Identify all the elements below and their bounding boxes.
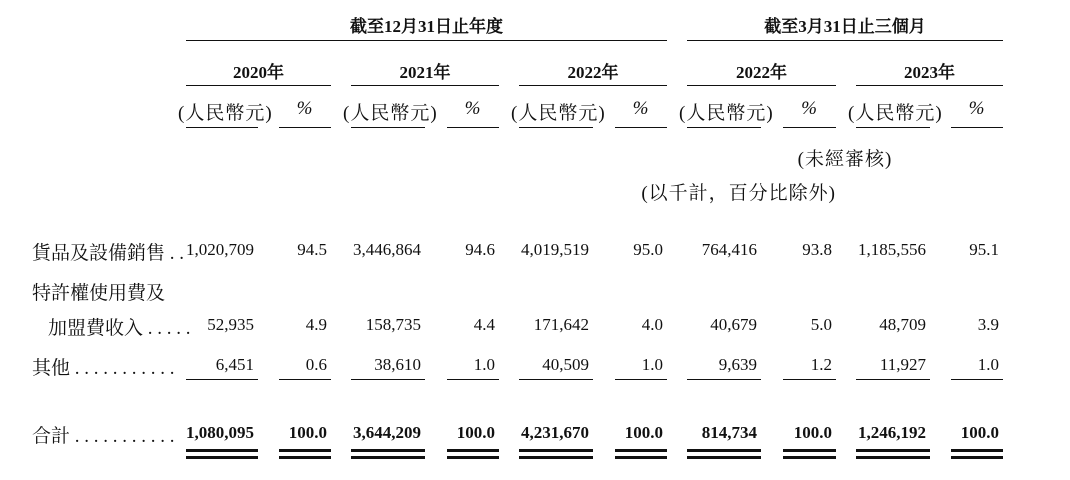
period-header-annual: 截至12月31日止年度 xyxy=(350,17,503,36)
total-double-rule xyxy=(519,449,593,452)
total-double-rule xyxy=(186,456,258,459)
total-label: 合計 . . . . . . . . . . . xyxy=(32,426,175,447)
year-header: 2023年 xyxy=(904,63,955,82)
group-underline xyxy=(687,40,1003,41)
unit-underline xyxy=(856,127,930,128)
currency-unit-header: (人民幣元) xyxy=(511,103,606,124)
subtotal-rule xyxy=(351,379,425,380)
percent-header: % xyxy=(464,98,482,119)
total-value: 814,734 xyxy=(701,423,757,442)
cell-value: 4.4 xyxy=(473,315,495,334)
total-double-rule xyxy=(687,449,761,452)
units-note: (以千計，百分比除外) xyxy=(641,183,836,204)
year-underline xyxy=(856,85,1003,86)
subtotal-rule xyxy=(687,379,761,380)
total-double-rule xyxy=(856,449,930,452)
unit-underline xyxy=(951,127,1003,128)
total-double-rule xyxy=(351,456,425,459)
percent-header: % xyxy=(801,98,818,119)
cell-value: 1.0 xyxy=(641,355,663,374)
subtotal-rule xyxy=(783,379,836,380)
currency-unit-header: (人民幣元) xyxy=(178,103,273,124)
cell-value: 93.8 xyxy=(802,240,832,259)
row-label: 其他 . . . . . . . . . . . xyxy=(32,358,175,379)
cell-value: 95.0 xyxy=(633,240,663,259)
unit-underline xyxy=(687,127,761,128)
total-double-rule xyxy=(447,456,499,459)
subtotal-rule xyxy=(186,379,258,380)
total-double-rule xyxy=(519,456,593,459)
cell-value: 48,709 xyxy=(879,315,926,334)
cell-value: 1,020,709 xyxy=(186,240,254,259)
cell-value: 38,610 xyxy=(374,355,421,374)
percent-header: % xyxy=(632,98,650,119)
year-header: 2022年 xyxy=(567,63,619,82)
total-double-rule xyxy=(615,449,667,452)
cell-value: 0.6 xyxy=(305,355,327,374)
row-label: 貨品及設備銷售 . . xyxy=(32,243,185,264)
total-value: 4,231,670 xyxy=(521,423,589,442)
total-value: 100.0 xyxy=(288,423,327,442)
total-double-rule xyxy=(351,449,425,452)
cell-value: 3.9 xyxy=(977,315,999,334)
cell-value: 94.5 xyxy=(297,240,327,259)
total-double-rule xyxy=(783,449,836,452)
currency-unit-header: (人民幣元) xyxy=(679,103,774,124)
cell-value: 9,639 xyxy=(718,355,757,374)
year-header: 2021年 xyxy=(399,63,451,82)
subtotal-rule xyxy=(279,379,331,380)
total-double-rule xyxy=(279,449,331,452)
currency-unit-header: (人民幣元) xyxy=(848,103,943,124)
cell-value: 171,642 xyxy=(533,315,589,334)
total-double-rule xyxy=(279,456,331,459)
cell-value: 6,451 xyxy=(215,355,254,374)
cell-value: 4.9 xyxy=(305,315,327,334)
subtotal-rule xyxy=(519,379,593,380)
unit-underline xyxy=(519,127,593,128)
subtotal-rule xyxy=(856,379,930,380)
total-value: 1,246,192 xyxy=(858,423,926,442)
cell-value: 158,735 xyxy=(365,315,421,334)
total-double-rule xyxy=(951,456,1003,459)
unit-underline xyxy=(279,127,331,128)
percent-header: % xyxy=(968,98,986,119)
cell-value: 40,509 xyxy=(542,355,589,374)
unit-underline xyxy=(351,127,425,128)
row-label: 加盟費收入 . . . . . xyxy=(48,318,191,339)
total-value: 3,644,209 xyxy=(353,423,421,442)
total-value: 100.0 xyxy=(624,423,663,442)
year-underline xyxy=(519,85,667,86)
cell-value: 4.0 xyxy=(641,315,663,334)
total-value: 100.0 xyxy=(793,423,832,442)
cell-value: 1.0 xyxy=(473,355,495,374)
cell-value: 52,935 xyxy=(207,315,254,334)
cell-value: 764,416 xyxy=(701,240,757,259)
cell-value: 40,679 xyxy=(710,315,757,334)
unit-underline xyxy=(783,127,836,128)
total-double-rule xyxy=(951,449,1003,452)
subtotal-rule xyxy=(951,379,1003,380)
total-double-rule xyxy=(783,456,836,459)
year-underline xyxy=(186,85,331,86)
year-underline xyxy=(351,85,499,86)
year-underline xyxy=(687,85,836,86)
cell-value: 11,927 xyxy=(879,355,926,374)
cell-value: 3,446,864 xyxy=(353,240,421,259)
total-double-rule xyxy=(447,449,499,452)
row-label: 特許權使用費及 xyxy=(32,283,166,304)
cell-value: 4,019,519 xyxy=(521,240,589,259)
cell-value: 5.0 xyxy=(810,315,832,334)
period-header-quarter: 截至3月31日止三個月 xyxy=(764,17,926,36)
percent-header: % xyxy=(296,98,314,119)
cell-value: 1.0 xyxy=(977,355,999,374)
cell-value: 1.2 xyxy=(810,355,832,374)
unit-underline xyxy=(615,127,667,128)
total-double-rule xyxy=(856,456,930,459)
unaudited-note: (未經審核) xyxy=(797,149,893,170)
unit-underline xyxy=(447,127,499,128)
year-header: 2022年 xyxy=(736,63,787,82)
total-value: 1,080,095 xyxy=(186,423,254,442)
total-double-rule xyxy=(186,449,258,452)
cell-value: 94.6 xyxy=(465,240,495,259)
subtotal-rule xyxy=(615,379,667,380)
total-double-rule xyxy=(687,456,761,459)
cell-value: 95.1 xyxy=(969,240,999,259)
total-double-rule xyxy=(615,456,667,459)
group-underline xyxy=(186,40,667,41)
subtotal-rule xyxy=(447,379,499,380)
total-value: 100.0 xyxy=(960,423,999,442)
year-header: 2020年 xyxy=(233,63,284,82)
currency-unit-header: (人民幣元) xyxy=(343,103,438,124)
total-value: 100.0 xyxy=(456,423,495,442)
unit-underline xyxy=(186,127,258,128)
cell-value: 1,185,556 xyxy=(858,240,926,259)
